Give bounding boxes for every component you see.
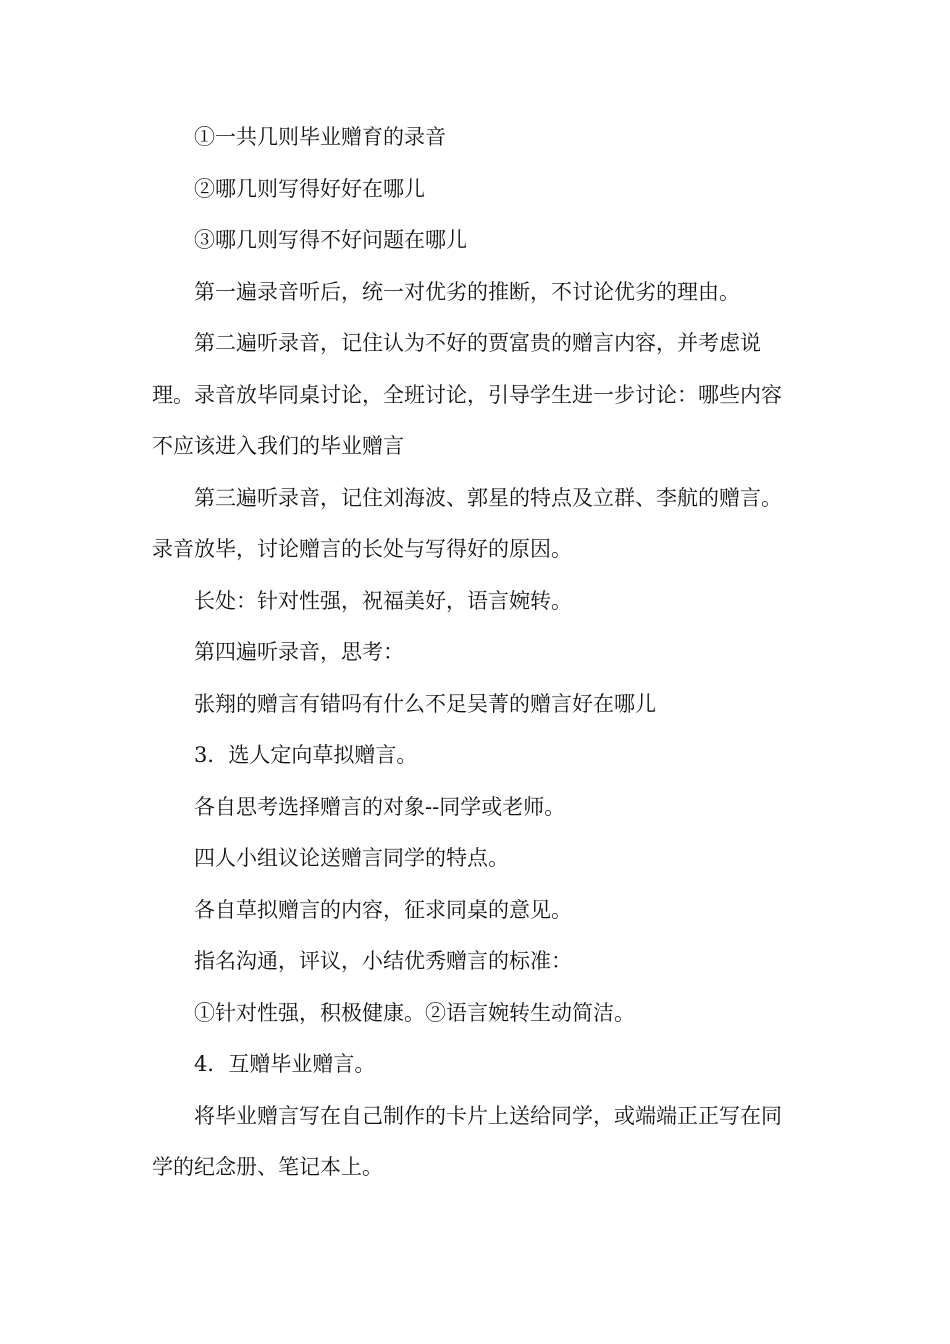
paragraph-second-listen: 第二遍听录音，记住认为不好的贾富贵的赠言内容，并考虑说理。录音放毕同桌讨论，全班讨论，引导学生进一步讨论：哪些内容不应该进入我们的毕业赠言 bbox=[152, 331, 782, 458]
document-body bbox=[152, 112, 800, 1194]
paragraph-standards: ①针对性强，积极健康。②语言婉转生动简洁。 bbox=[194, 1000, 635, 1025]
paragraph-strengths: 长处：针对性强，祝福美好，语言婉转。 bbox=[194, 588, 572, 613]
paragraph-standards-intro: 指名沟通，评议，小结优秀赠言的标准： bbox=[194, 949, 572, 973]
paragraph-third-listen: 第三遍听录音，记住刘海波、郭星的特点及立群、李航的赠言。录音放毕，讨论赠言的长处与写得好的原因。 bbox=[152, 485, 782, 561]
paragraph-group-discussion: 四人小组议论送赠言同学的特点。 bbox=[194, 846, 509, 870]
paragraph-fourth-question: 张翔的赠言有错吗有什么不足吴菁的赠言好在哪儿 bbox=[194, 691, 656, 716]
section-heading-4: 4．互赠毕业赠言。 bbox=[194, 1052, 376, 1076]
paragraph-question-2: ②哪几则写得好好在哪儿 bbox=[194, 176, 425, 201]
paragraph-question-1: ①一共几则毕业赠育的录音 bbox=[194, 125, 446, 149]
paragraph-choose-target: 各自思考选择赠言的对象--同学或老师。 bbox=[194, 794, 566, 819]
section-heading-3: 3．选人定向草拟赠言。 bbox=[194, 743, 418, 767]
paragraph-draft-content: 各自草拟赠言的内容，征求同桌的意见。 bbox=[194, 897, 572, 922]
paragraph-question-3: ③哪几则写得不好问题在哪儿 bbox=[194, 228, 467, 252]
paragraph-first-listen: 第一遍录音听后，统一对优劣的推断，不讨论优劣的理由。 bbox=[194, 279, 740, 304]
paragraph-fourth-listen: 第四遍听录音，思考： bbox=[194, 640, 404, 664]
paragraph-exchange: 将毕业赠言写在自己制作的卡片上送给同学，或端端正正写在同学的纪念册、笔记本上。 bbox=[152, 1103, 782, 1179]
